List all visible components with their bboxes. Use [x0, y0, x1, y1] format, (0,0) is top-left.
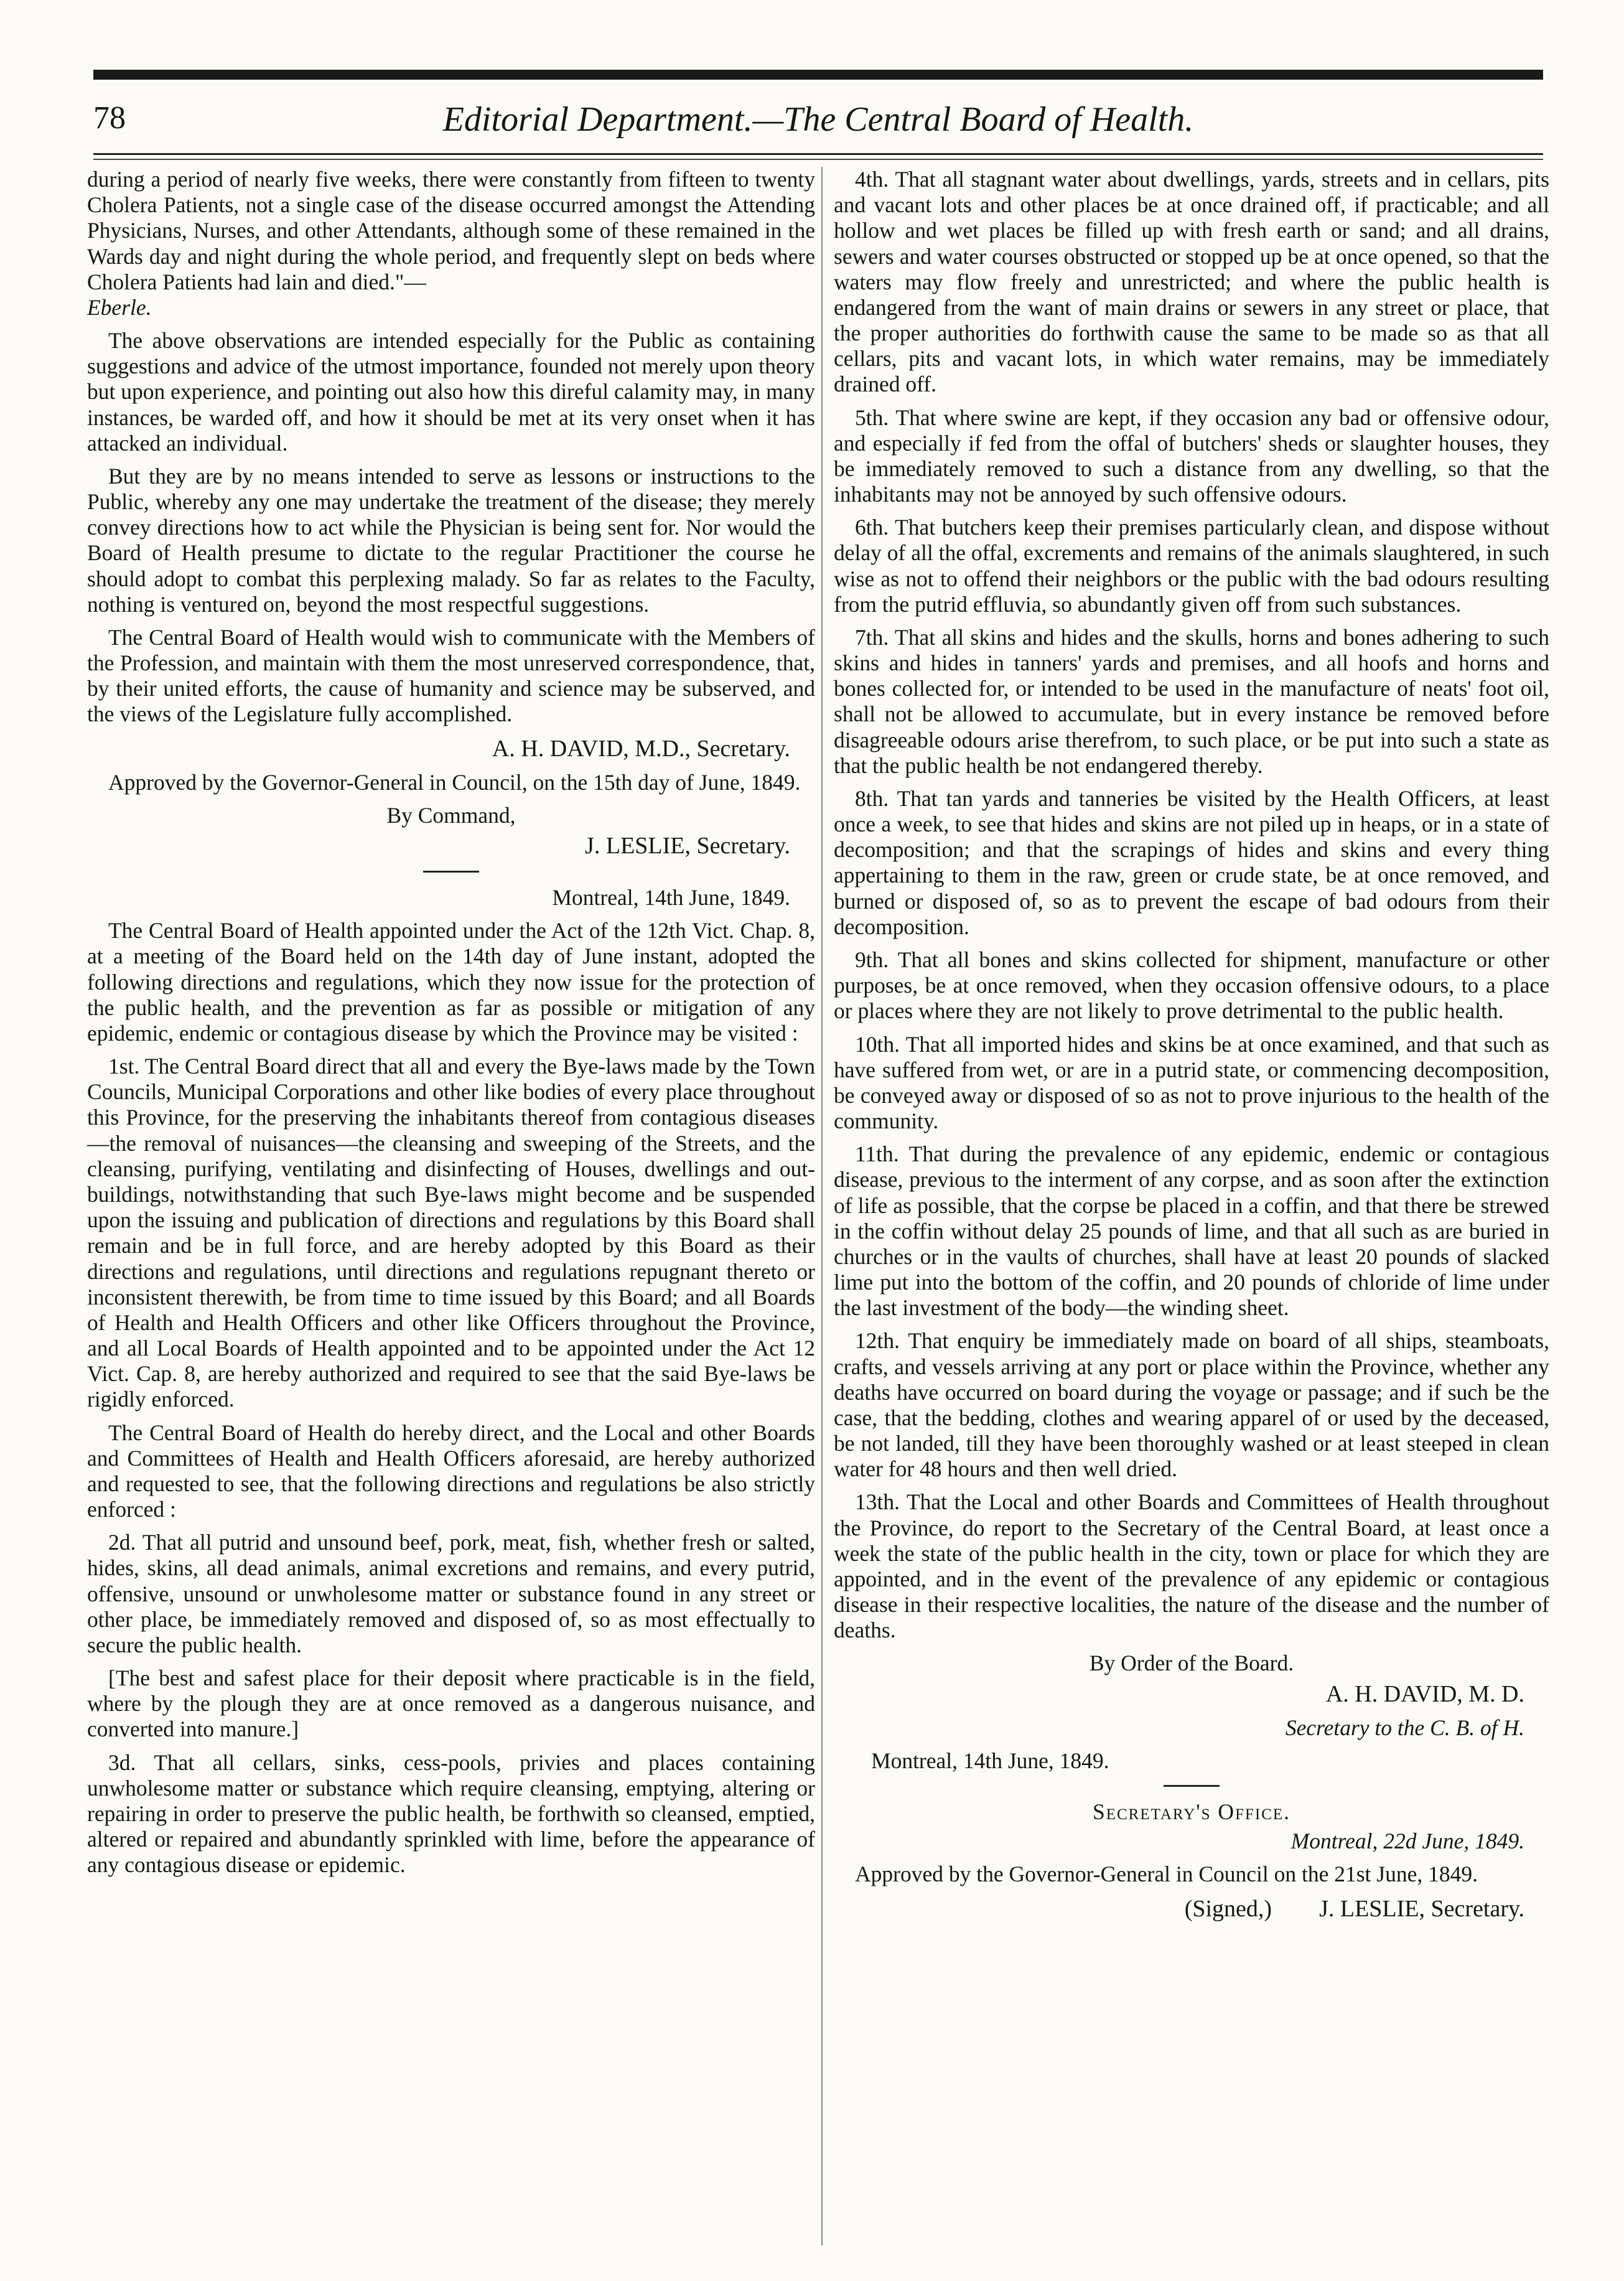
paragraph: 6th. That butchers keep their premises particularly clean, and dispose without delay of all the offal, excrements and remains of the animals slaughtered, in such wise as not to offend their neighbors or the public with the bad odours resulting from the putrid effluvia, so abundantly given off from such substances. — [834, 515, 1549, 617]
running-title: Editorial Department.—The Central Board of Health. — [442, 100, 1194, 139]
signature: A. H. DAVID, M. D. — [1325, 1680, 1524, 1707]
paragraph: 4th. That all stagnant water about dwellings, yards, streets and in cellars, pits and vacant lots and other places be at once drained off, if practicable; and all hollow and wet places be filled up with fresh earth or sand; and all drains, sewers and water courses obstructed or stopped up be at once opened, so that the waters may flow freely and unrestricted; and where the public health is endangered from the want of main drains or sewers in any street or place, that the proper authorities do forthwith cause the same to be made so as that all cellars, pits and vacant lots, in which water remains, may be immediately drained off. — [834, 167, 1549, 397]
paragraph: 7th. That all skins and hides and the skulls, horns and bones adhering to such skins and hides in tanners' yards and premises, and all hoofs and horns and bones collected for, or intended to be used in the manufacture of neats' foot oil, shall not be allowed to accumulate, but in every instance be removed before disagreeable odours arise therefrom, to such place, or be put into such a state as that the public health be not endangered thereby. — [834, 624, 1549, 778]
paragraph: 13th. That the Local and other Boards and Committees of Health throughout the Province, do report to the Secretary of the Central Board, at least once a week the state of the public health in the city, town or place for which they are appointed, and in the event of the prevalence of any epidemic or contagious disease in their respective localities, the nature of the disease and the number of deaths. — [834, 1489, 1549, 1643]
paragraph: 2d. That all putrid and unsound beef, pork, meat, fish, whether fresh or salted, hides, skins, all dead animals, animal excretions and remains, and every putrid, offensive, unsound or unwholesome matter or substance found in any street or other place, be immediately removed and disposed of, so as most effectually to secure the public health. — [87, 1530, 815, 1657]
by-command: By Command, — [386, 802, 516, 828]
paragraph: The Central Board of Health appointed under the Act of the 12th Vict. Chap. 8, at a meeting of the Board held on the 14th day of June instant, adopted the following directions and regulations, which they now issue for the protection of the public health, and the prevention as far as possible or mitigation of any epidemic, endemic or contagious disease by which the Province may be visited : — [87, 918, 815, 1046]
header-rule — [93, 153, 1543, 160]
column-divider — [821, 167, 823, 2246]
paragraph: But they are by no means intended to serve as lessons or instructions to the Public, whereby any one may undertake the treatment of the disease; they merely convey directions how to act while the Physician is being sent for. Nor would the Board of Health presume to dictate to the regular Practitioner the course he should adopt to combat this perplexing malady. So far as relates to the Faculty, nothing is ventured on, beyond the most respectful suggestions. — [87, 463, 815, 617]
section-rule — [1164, 1785, 1220, 1787]
right-column — [834, 167, 1549, 1930]
dateline: Montreal, 14th June, 1849. — [552, 885, 790, 911]
paragraph: 3d. That all cellars, sinks, cess-pools, privies and places containing unwholesome matter or substance which require cleansing, emptying, altering or repairing in order to preserve the public health, be forthwith so cleansed, emptied, altered or repaired and abundantly sprinkled with lime, before the appearance of any contagious disease or epidemic. — [87, 1749, 815, 1878]
paragraph: Approved by the Governor-General in Council, on the 15th day of June, 1849. — [108, 769, 801, 795]
signature — [834, 1895, 1524, 1923]
paragraph: Approved by the Governor-General in Council on the 21st June, 1849. — [855, 1862, 1478, 1887]
page-number: 78 — [93, 100, 126, 136]
page-header — [93, 100, 1543, 156]
dateline: Montreal, 14th June, 1849. — [871, 1748, 1109, 1773]
paragraph: 9th. That all bones and skins collected for shipment, manufacture or other purposes, be at once removed, when they occasion offensive odours, to a place or places where they are not likely to prove detrimental to the public health. — [834, 947, 1549, 1024]
office-heading: Secretary's Office. — [1092, 1799, 1291, 1825]
paragraph: [The best and safest place for their deposit where practicable is in the field, where by the plough they are at once removed as a dangerous nuisance, and converted into manure.] — [87, 1665, 815, 1742]
paragraph: 1st. The Central Board direct that all and every the Bye-laws made by the Town Councils, Municipal Corporations and other like bodies of every place throughout this Province, for the preserving the inhabitants thereof from contagious diseases—the removal of nuisances—the cleansing and sweeping of the Streets, and the cleansing, purifying, ventilating and disinfecting of Houses, dwellings and out-buildings, notwithstanding that such Bye-laws might become and be suspended upon the issuing and publication of directions and regulations by this Board shall remain and be in full force, and are hereby adopted by this Board as their directions and regulations, until directions and regulations repugnant thereto or inconsistent therewith, be from time to time issued by this Board; and all Boards of Health and Health Officers and other like Officers throughout the Province, and all Local Boards of Health appointed and to be appointed under the Act 12 Vict. Cap. 8, are hereby authorized and required to see that the said Bye-laws be rigidly enforced. — [87, 1054, 815, 1412]
office-date: Montreal, 22d June, 1849. — [1290, 1829, 1524, 1854]
paragraph: 11th. That during the prevalence of any epidemic, endemic or contagious disease, previous to the interment of any corpse, and as soon after the extinction of life as possible, that the corpse be placed in a coffin, and that there be strewed in the coffin without delay 25 pounds of lime, and that all such as are buried in churches or in the vaults of churches, shall have at least 20 pounds of slacked lime put into the bottom of the coffin, and 20 pounds of chloride of lime under the last investment of the body—the winding sheet. — [834, 1141, 1549, 1321]
signature-title: Secretary to the C. B. of H. — [1285, 1715, 1524, 1740]
paragraph: 10th. That all imported hides and skins be at once examined, and that such as have suffered from wet, or are in a putrid state, or commencing decomposition, be conveyed away or disposed of so as not to prove injurious to the health of the community. — [834, 1031, 1549, 1134]
signature-name: J. LESLIE, Secretary. — [1319, 1895, 1524, 1922]
by-order: By Order of the Board. — [1089, 1651, 1294, 1676]
paragraph: 5th. That where swine are kept, if they occasion any bad or offensive odour, and especially if fed from the offal of butchers' sheds or slaughter houses, they be immediately removed to such a distance from any dwelling, so that the inhabitants may not be annoyed by such offensive odours. — [834, 405, 1549, 507]
signature: A. H. DAVID, M.D., Secretary. — [492, 735, 790, 762]
signed-label: (Signed,) — [1184, 1895, 1272, 1922]
section-rule — [423, 871, 479, 873]
top-rule — [93, 70, 1543, 80]
paragraph: The Central Board of Health would wish to communicate with the Members of the Profession, and maintain with them the most unreserved correspondence, that, by their united efforts, the cause of humanity and science may be subserved, and the views of the Legislature fully accomplished. — [87, 624, 815, 727]
paragraph: 12th. That enquiry be immediately made on board of all ships, steamboats, crafts, and vessels arriving at any port or place within the Province, whether any deaths have occurred on board during the voyage or passage; and if such be the case, that the bedding, clothes and wearing apparel of or used by the deceased, be not landed, till they have been thoroughly washed or at least steeped in clean water for 48 hours and then well dried. — [834, 1328, 1549, 1482]
paragraph: during a period of nearly five weeks, there were constantly from fifteen to twenty Cholera Patients, not a single case of the disease occurred amongst the Attending Physicians, Nurses, and other Attendants, although some of these remained in the Wards day and night during the whole period, and frequently slept on beds where Cholera Patients had lain and died."— Eberle. — [87, 167, 815, 320]
signature: J. LESLIE, Secretary. — [585, 833, 790, 859]
paragraph: 8th. That tan yards and tanneries be visited by the Health Officers, at least once a week, to see that hides and skins are not piled up in heaps, or in a state of decomposition; and that the scrapings of hides and skins and every thing appertaining to them in the raw, green or crude state, be at once removed, and burned or disposed of, so as to prevent the escape of bad odours from their decomposition. — [834, 785, 1549, 939]
left-column — [87, 167, 815, 1885]
paragraph: The Central Board of Health do hereby direct, and the Local and other Boards and Committees of Health and Health Officers aforesaid, are hereby authorized and requested to see, that the following directions and regulations be also strictly enforced : — [87, 1420, 815, 1522]
paragraph: The above observations are intended especially for the Public as containing suggestions and advice of the utmost importance, founded not merely upon theory but upon experience, and pointing out also how this direful calamity may, in many instances, be warded off, and how it should be met at its very onset when it has attacked an individual. — [87, 328, 815, 456]
